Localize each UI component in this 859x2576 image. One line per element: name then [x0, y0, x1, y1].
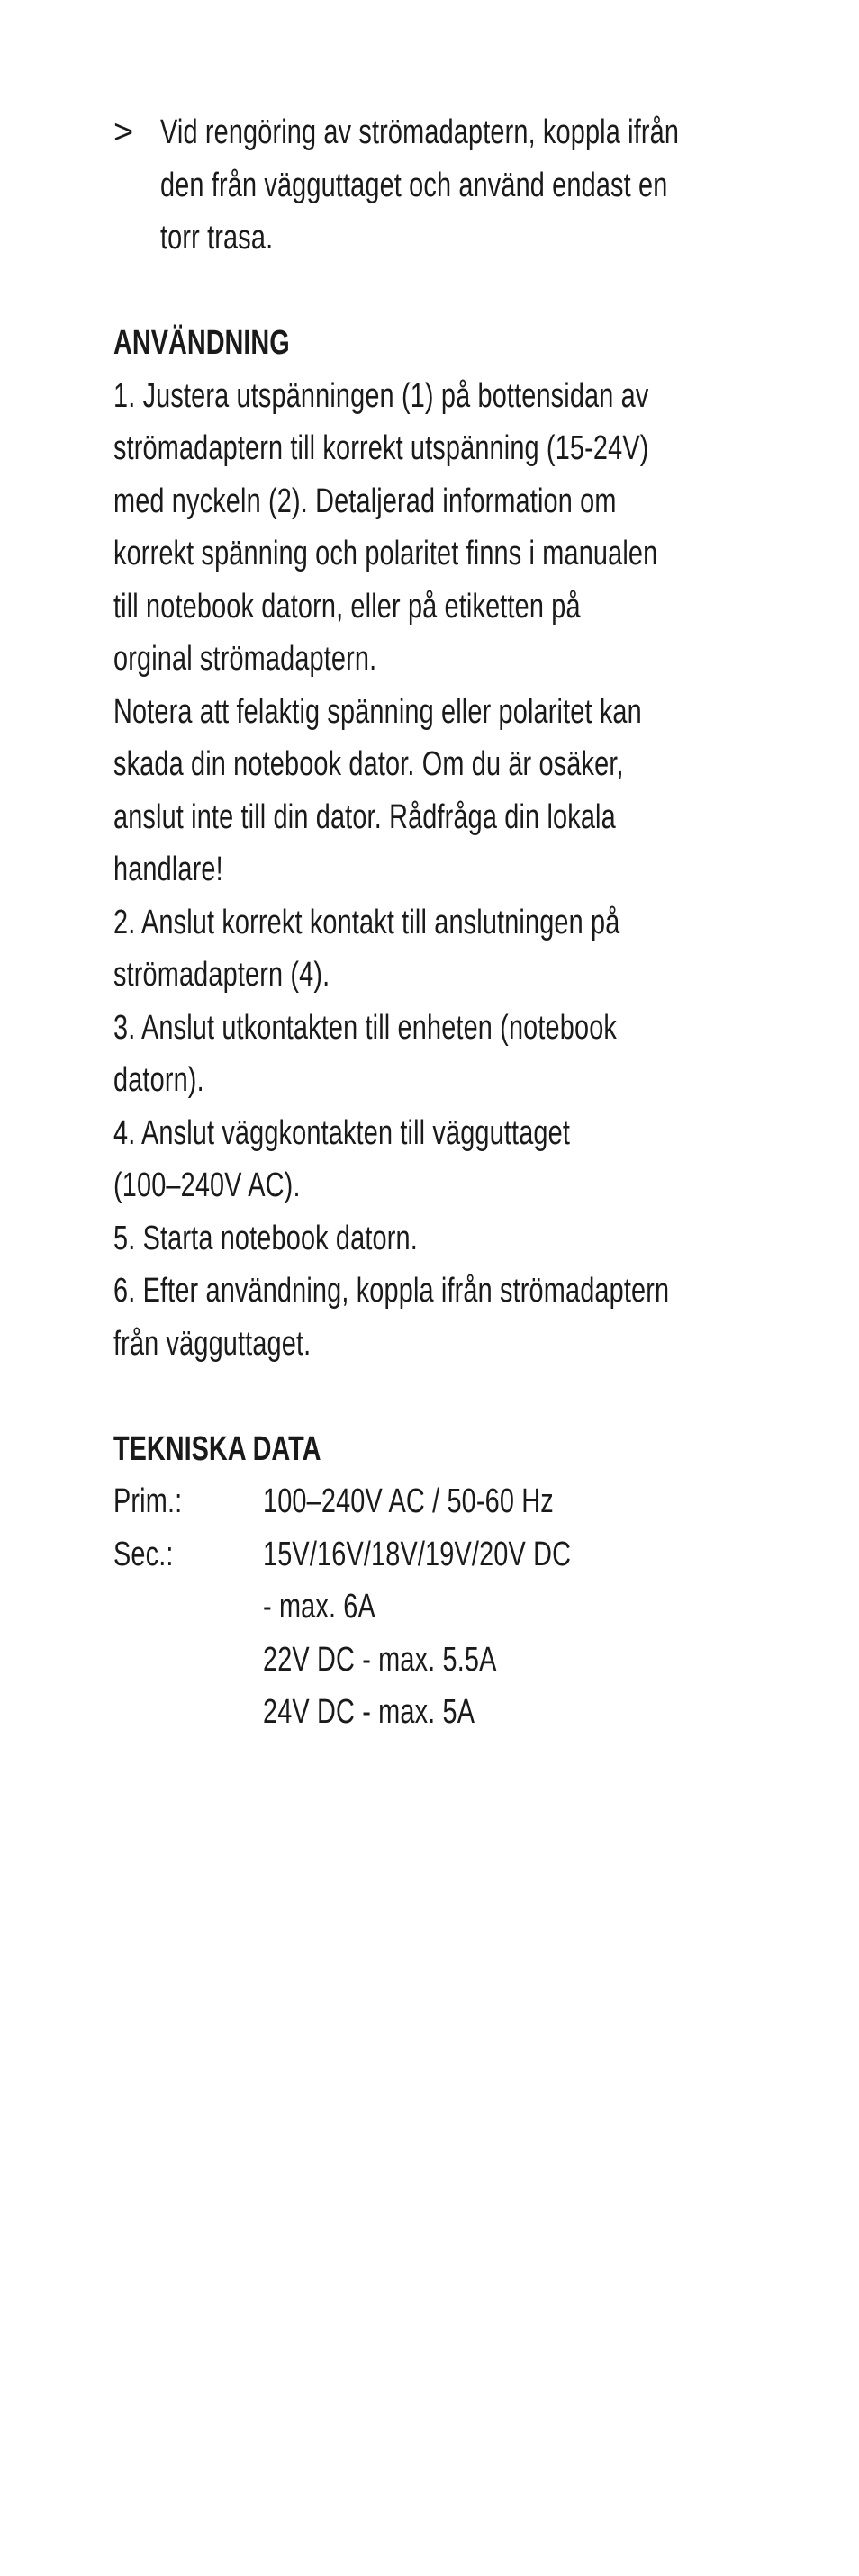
- document-page: [113, 106, 753, 1739]
- usage-line: till notebook datorn, eller på etiketten på: [113, 587, 581, 626]
- section-gap: [113, 1370, 753, 1423]
- spec-row-secondary-cont: [113, 1581, 753, 1634]
- bullet-line: Vid rengöring av strömadaptern, koppla ifrån: [160, 113, 680, 151]
- usage-line: 4. Anslut väggkontakten till vägguttaget: [113, 1113, 571, 1152]
- tech-section: [113, 1423, 753, 1739]
- cleaning-bullet: [113, 106, 753, 265]
- usage-line: korrekt spänning och polaritet finns i manualen: [113, 535, 658, 572]
- usage-line: datorn).: [113, 1061, 204, 1099]
- usage-section: [113, 317, 753, 1370]
- usage-line: (100–240V AC).: [113, 1166, 301, 1204]
- usage-line: handlare!: [113, 851, 223, 888]
- usage-line: 2. Anslut korrekt kontakt till anslutningen på: [113, 903, 620, 941]
- usage-line: orginal strömadaptern.: [113, 640, 377, 678]
- usage-line: 1. Justera utspänningen (1) på bottensidan av: [113, 376, 649, 415]
- tech-heading: TEKNISKA DATA: [113, 1429, 321, 1468]
- bullet-marker: >: [113, 113, 134, 151]
- usage-line: 6. Efter användning, koppla ifrån strömadaptern: [113, 1272, 670, 1310]
- spec-row-22v: [113, 1634, 753, 1687]
- bullet-line: torr trasa.: [160, 219, 274, 257]
- spec-value: 15V/16V/18V/19V/20V DC: [263, 1535, 572, 1573]
- section-gap: [113, 265, 753, 318]
- usage-line: med nyckeln (2). Detaljerad information om: [113, 482, 617, 520]
- bullet-line: den från vägguttaget och använd endast en: [160, 166, 668, 204]
- spec-row-primary: [113, 1475, 753, 1528]
- usage-line: strömadaptern till korrekt utspänning (15-24V): [113, 429, 649, 467]
- spec-row-24v: [113, 1686, 753, 1739]
- usage-line: skada din notebook dator. Om du är osäker,: [113, 745, 624, 783]
- spec-label: Prim.:: [113, 1482, 183, 1520]
- spec-value: 100–240V AC / 50-60 Hz: [263, 1482, 554, 1520]
- usage-heading: ANVÄNDNING: [113, 324, 290, 362]
- spec-value: 24V DC - max. 5A: [263, 1693, 475, 1731]
- usage-line: strömadaptern (4).: [113, 956, 330, 994]
- usage-line: Notera att felaktig spänning eller polaritet kan: [113, 692, 642, 731]
- usage-line: från vägguttaget.: [113, 1324, 312, 1363]
- usage-line: 5. Starta notebook datorn.: [113, 1219, 418, 1257]
- spec-value: - max. 6A: [263, 1588, 375, 1626]
- spec-value: 22V DC - max. 5.5A: [263, 1640, 497, 1679]
- usage-line: 3. Anslut utkontakten till enheten (notebook: [113, 1008, 618, 1047]
- spec-row-secondary: [113, 1528, 753, 1581]
- spec-label: Sec.:: [113, 1535, 174, 1573]
- usage-line: anslut inte till din dator. Rådfråga din lokala: [113, 797, 616, 836]
